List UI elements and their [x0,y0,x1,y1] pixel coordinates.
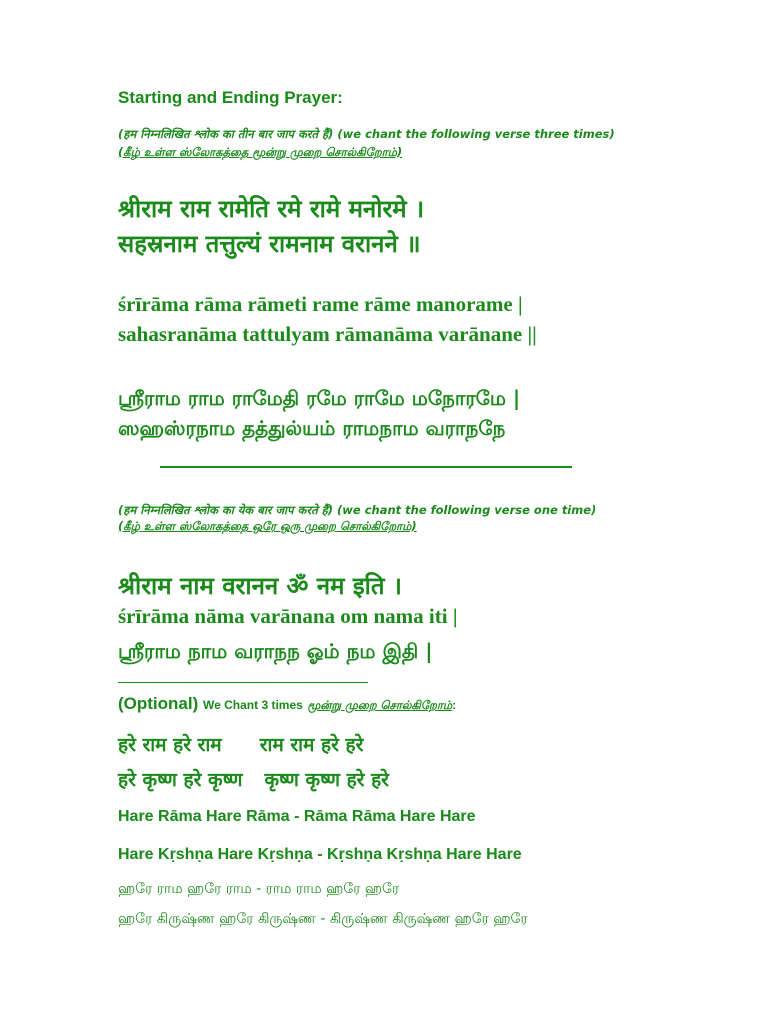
chant-colon: : [452,698,457,712]
verse1-tamil-line2: ஸஹஸ்ரநாம தத்துல்யம் ராமநாம வராநநே [118,416,506,440]
mantra-english-line1: Hare Rāma Hare Rāma - Rāma Rāma Hare Hare [118,808,476,825]
verse1-transliteration-line1: śrīrāma rāma rāmeti rame rāme manorame | [118,292,523,316]
page-title: Starting and Ending Prayer: [118,88,343,107]
chant-count-tamil: மூன்று முறை சொல்கிறோம் [307,698,453,712]
chant-count-text: We Chant 3 times [203,698,303,712]
mantra-dev-1a: हरे राम हरे राम [118,734,222,756]
optional-heading [118,694,456,714]
verse2-transliteration: śrīrāma nāma varānana om nama iti | [118,604,458,628]
verse1-note-hindi: (हम निम्नलिखित श्लोक का तीन बार जाप करते हैं) (we chant the following verse three times) [118,127,615,141]
mantra-dev-1b: राम राम हरे हरे [259,734,364,756]
verse1-devanagari-line1: श्रीराम राम रामेति रमे रामे मनोरमे । [118,195,425,223]
verse1-tamil-line1: ஸ்ரீராம ராம ராமேதி ரமே ராமே மநோரமே | [118,386,521,410]
optional-label: (Optional) [118,694,199,713]
verse1-transliteration-line2: sahasranāma tattulyam rāmanāma varānane || [118,322,537,346]
short-divider [118,682,368,683]
mantra-devanagari-line2 [118,766,389,792]
verse1-note-tamil: (கீழ் உள்ள ஸ்லோகத்தை மூன்று முறை சொல்கிறோம்) [118,145,403,159]
verse2-devanagari: श्रीराम नाम वरानन ॐ नम इति । [118,572,402,600]
section-divider [160,466,572,468]
mantra-tamil-line1: ஹரே ராம ஹரே ராம - ராம ராம ஹரே ஹரே [118,881,400,897]
mantra-dev-2a: हरे कृष्ण हरे कृष्ण [118,769,243,791]
mantra-tamil-line2: ஹரே கிருஷ்ண ஹரே கிருஷ்ண - கிருஷ்ண கிருஷ்ண ஹரே ஹரே [118,911,528,927]
mantra-dev-2b: कृष्ण कृष्ण हरे हरे [264,769,389,791]
mantra-devanagari-line1 [118,731,363,757]
verse2-note-tamil: (கீழ் உள்ள ஸ்லோகத்தை ஒரே ஒரு முறை சொல்கிறோம்) [118,519,417,533]
mantra-english-line2: Hare Kṛshṇa Hare Kṛshṇa - Kṛshṇa Kṛshṇa Hare Hare [118,846,522,863]
verse2-tamil: ஸ்ரீராம நாம வராநந ஓம் நம இதி | [118,639,433,663]
verse1-devanagari-line2: सहस्रनाम तत्तुल्यं रामनाम वरानने ॥ [118,230,421,258]
verse2-note-hindi: (हम निम्नलिखित श्लोक का येक बार जाप करते हैं) (we chant the following verse one time) [118,503,597,517]
